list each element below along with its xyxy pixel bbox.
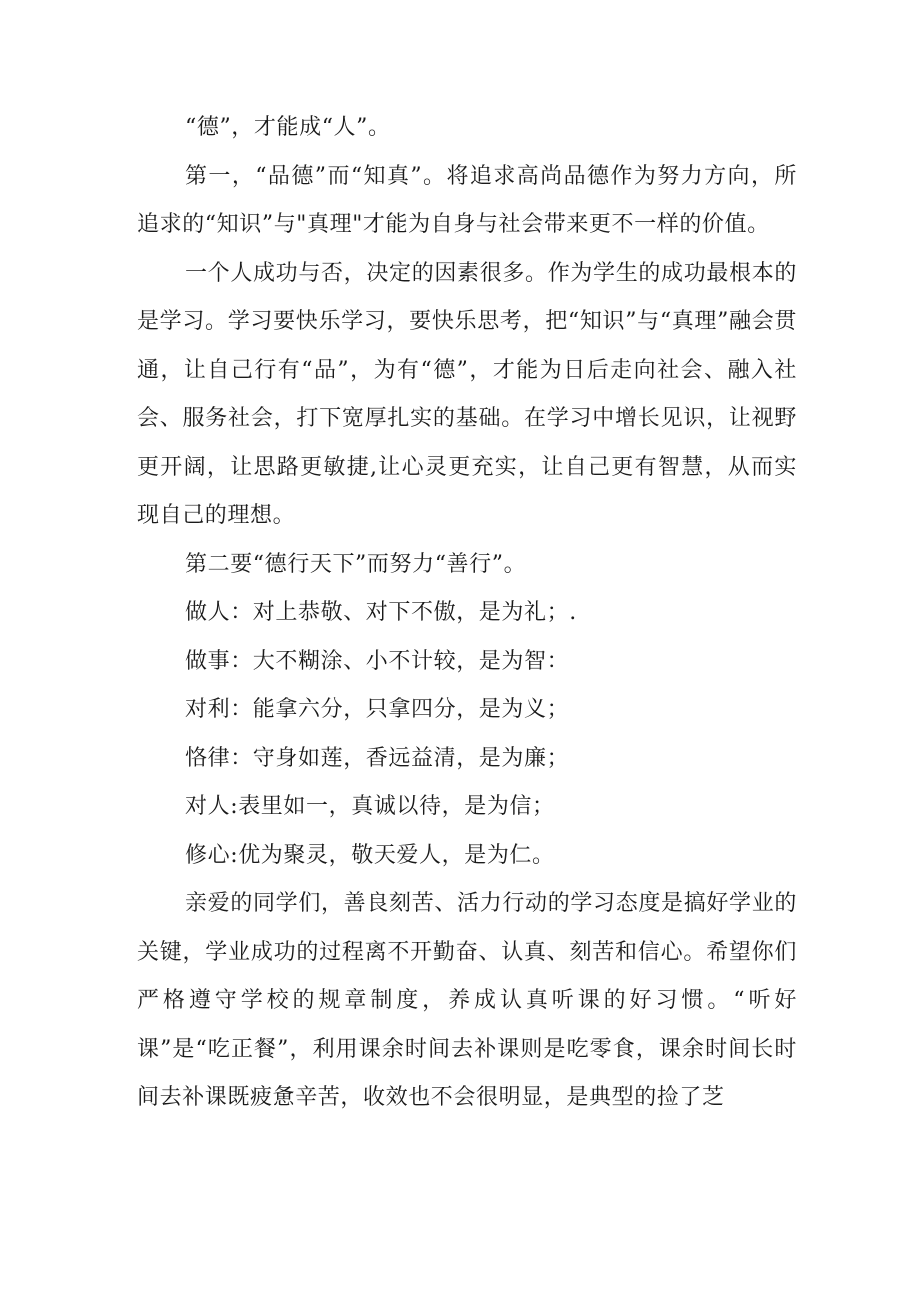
virtue-line-yi: 对利：能拿六分，只拿四分，是为义； xyxy=(185,697,570,722)
paragraph-second-point: 第二要“德行天下”而努力“善行”。 xyxy=(185,551,527,577)
paragraph-success-study: 一个人成功与否，决定的因素很多。作为学生的成功最根本的是学习。学习要快乐学习，要快乐思考，把“知识”与“真理”融会贯通，让自己行有“品”，为有“德”，才能为日后走向社会、融入社会、服务社会，打下宽厚扎实的基础。在学习中增长见识，让视野更开阔，让思路更敏捷,让心灵更充实，让自己更有智慧，从而实现自己的理想。 xyxy=(137,260,797,528)
virtue-line-zhi: 做事：大不糊涂、小不计较，是为智： xyxy=(185,648,570,674)
virtue-line-li: 做人：对上恭敬、对下不傲，是为礼；. xyxy=(185,600,577,625)
virtue-line-lian: 恪律：守身如莲，香远益清，是为廉； xyxy=(185,745,570,771)
virtue-line-xin: 对人:表里如一，真诚以待，是为信； xyxy=(185,794,555,819)
virtue-line-ren: 修心:优为聚灵，敬天爱人，是为仁。 xyxy=(185,842,555,868)
paragraph-continuation: “德”，才能成“人”。 xyxy=(185,115,391,140)
paragraph-first-point: 第一，“品德”而“知真”。将追求高尚品德作为努力方向，所追求的“知识”与"真理"才能为自身与社会带来更不一样的价值。 xyxy=(137,163,797,237)
paragraph-students-address: 亲爱的同学们，善良刻苦、活力行动的学习态度是搞好学业的关键，学业成功的过程离不开勤奋、认真、刻苦和信心。希望你们严格遵守学校的规章制度，养成认真听课的好习惯。“听好课”是“吃正餐”，利用课余时间去补课则是吃零食，课余时间长时间去补课既疲惫辛苦，收效也不会很明显，是典型的捡了芝 xyxy=(137,891,797,1110)
document-body xyxy=(137,104,797,1123)
